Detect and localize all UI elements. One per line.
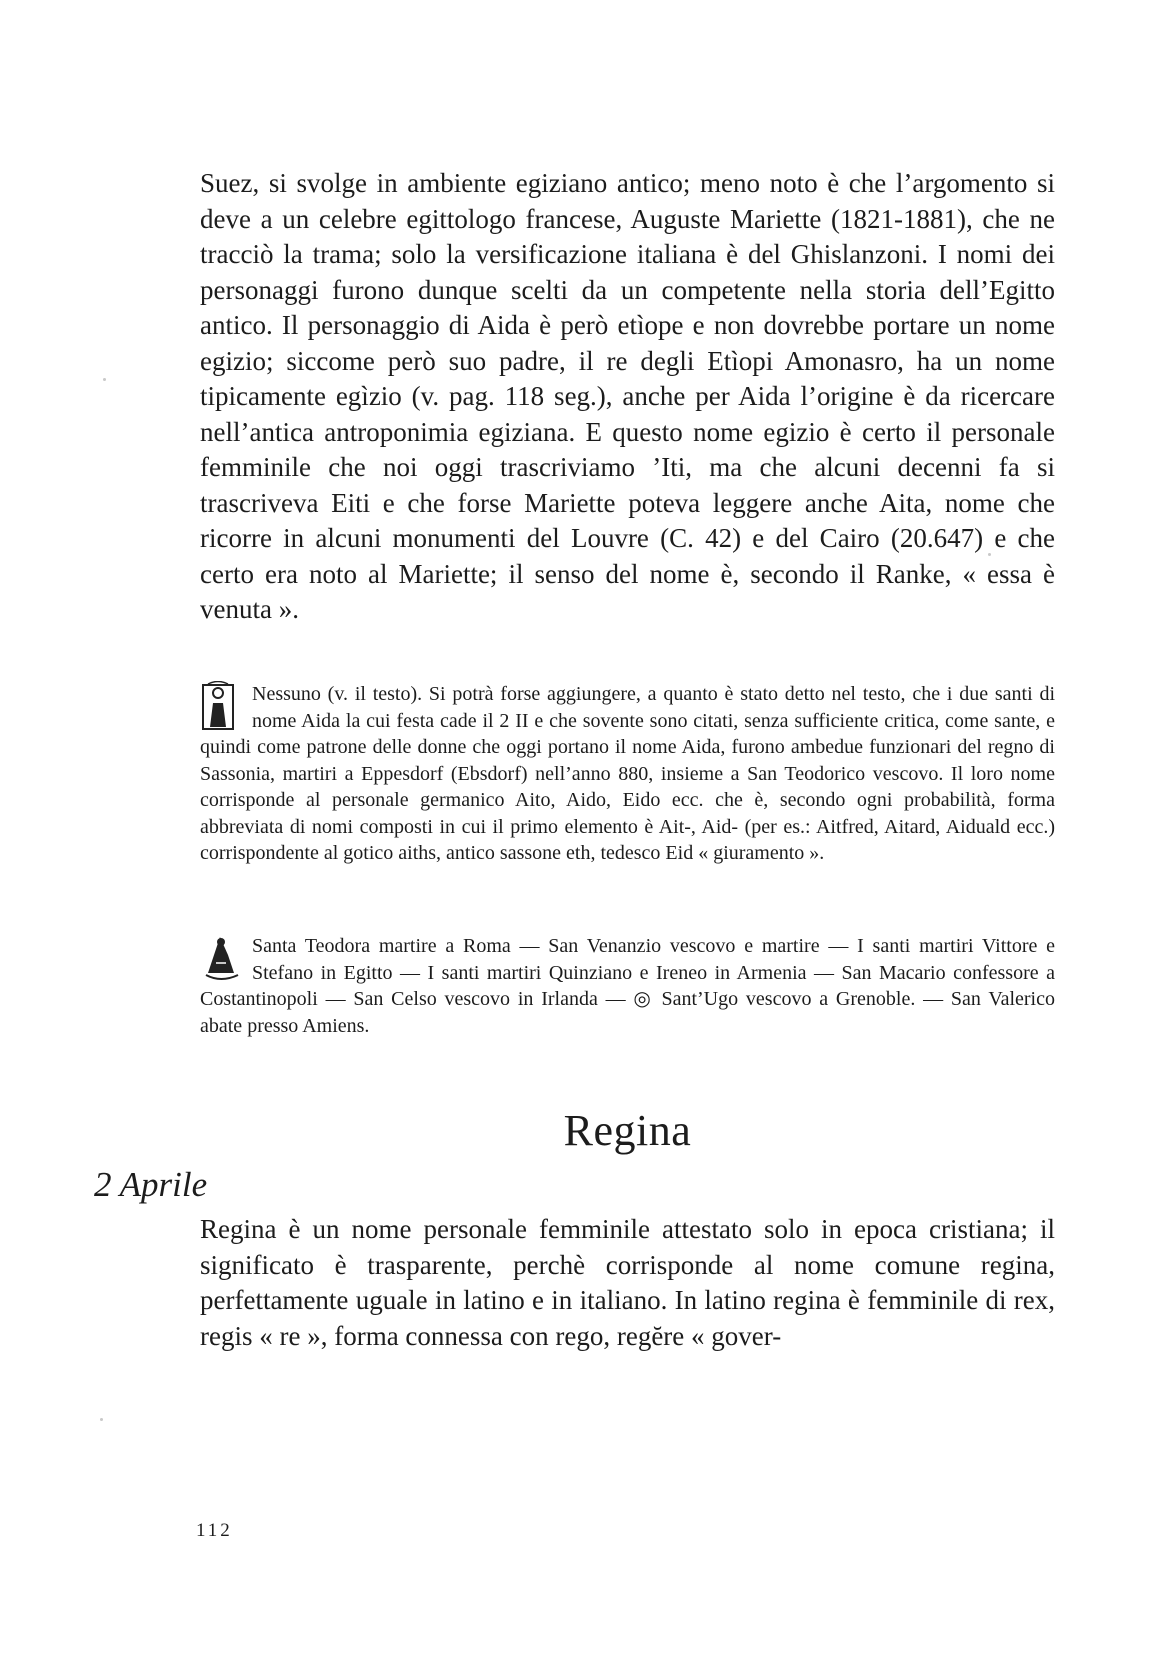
saint-figure-icon [200,681,248,733]
saints-names-note [200,681,1055,867]
aida-paragraph-text: Suez, si svolge in ambiente egiziano antico; meno noto è che l’argomento si deve a un celebre egittologo francese, Auguste Mariette (1821-1881), che ne tracciò la trama; solo la versificazione italiana è del Ghislanzoni. I nomi dei personaggi furono dunque scelti da un competente nella storia dell’Egitto antico. Il personaggio di Aida è però etìope e non dovrebbe portare un nome egizio; siccome però suo padre, il re degli Etìopi Amonasro, ha un nome tipicamente egìzio (v. pag. 118 seg.), anche per Aida l’origine è da ricercare nell’antica antroponimia egiziana. E questo nome egizio è certo il personale femminile che noi oggi trascriviamo ’Iti, ma che alcuni decenni fa si trascriveva Eiti e che forse Mariette poteva leggere anche Aita, nome che ricorre in alcuni monumenti del Louvre (C. 42) e del Cairo (20.647) e che certo era noto al Mariette; il senso del nome è, secondo il Ranke, « essa è venuta ». [200,168,1055,624]
scan-speck [100,1418,103,1421]
scan-speck [988,553,991,556]
regina-paragraph-text: Regina è un nome personale femminile attestato solo in epoca cristiana; il significato è trasparente, perchè corrisponde al nome comune regina, perfettamente uguale in latino e in italiano. In latino regina è femminile di rex, regis « re », forma connessa con rego, regĕre « gover- [200,1214,1055,1351]
section-title: Regina [563,1106,692,1155]
saints-of-day-note-text: Santa Teodora martire a Roma — San Venanzio vescovo e martire — I santi martiri Vittore e Stefano in Egitto — I santi martiri Quinziano e Ireneo in Armenia — San Macario confessore a Costantinopoli — San Celso vescovo in Irlanda — ◎ Sant’Ugo vescovo a Grenoble. — San Valerico abate presso Amiens. [200,935,1055,1037]
regina-paragraph [200,1212,1055,1354]
saints-of-day-note [200,933,1055,1039]
scan-speck [103,378,106,381]
martyr-calendar-icon [200,933,248,985]
saints-names-note-text: Nessuno (v. il testo). Si potrà forse aggiungere, a quanto è stato detto nel testo, che i due santi di nome Aida la cui festa cade il 2 II e che sovente sono citati, senza sufficiente critica, come sante, e quindi come patrone delle donne che oggi portano il nome Aida, furono ambedue funzionari del regno di Sassonia, martiri a Eppesdorf (Ebsdorf) nell’anno 880, insieme a San Teodorico vescovo. Il loro nome corrisponde al personale germanico Aito, Aido, Eido ecc. che è, secondo ogni probabilità, forma abbreviata di nomi composti in cui il primo elemento è Ait-, Aid- (per es.: Aitfred, Aitard, Aiduald ecc.) corrispondente al gotico aiths, antico sassone eth, tedesco Eid « giuramento ». [200,683,1055,864]
page-number: 112 [196,1520,233,1541]
aida-paragraph [200,166,1055,628]
date-label: 2 Aprile [94,1165,208,1204]
